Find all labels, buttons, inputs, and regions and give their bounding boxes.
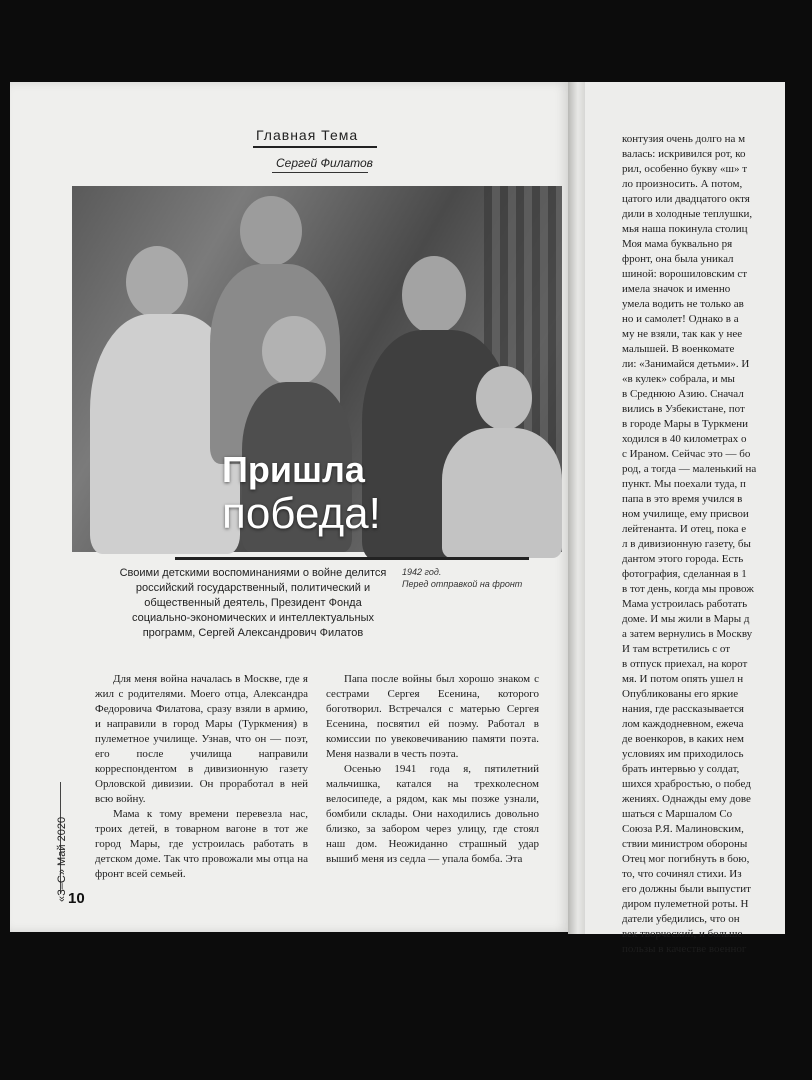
text-line: в тот день, когда мы провож [622,583,754,595]
page-number: 10 [68,890,85,907]
text-line: его должны были выпустит [622,883,751,895]
text-line: рил, особенно букву «ш» т [622,163,748,175]
text-line: то, что сочинял стихи. Из [622,868,742,880]
text-line: контузия очень долго на м [622,133,746,145]
text-line: му не взяли, так как у нее [622,328,743,340]
text-line: Опубликованы его яркие [622,688,739,700]
paragraph: Осенью 1941 года я, пятилетний мальчишка, катался на трехколесном велосипеде, а рядом, как мы позже узнали, бомбили склады. Они находились довольно близко, за забором через улицу, где стоял наш дом. Неожиданно страшный удар вышиб меня из седла — упала бомба. Эта [326,763,539,865]
text-line: лейтенанта. И отец, пока е [622,523,747,535]
family-photo [72,186,562,552]
text-line: мья наша покинула столиц [622,223,748,235]
text-column-2 [326,672,539,867]
text-line: в городе Мары в Туркмени [622,418,748,430]
text-line: «в кулек» собрала, и мы [622,373,735,385]
text-line: шиной: ворошиловским ст [622,268,748,280]
text-line: ли: «Занимайся детьми». И [622,358,750,370]
magazine-issue-label: «З–С» Май 2020 [56,816,68,902]
text-line: в отпуск приехал, на корот [622,658,748,670]
photo-caption-year: 1942 год. [402,567,442,577]
text-line: И там встретились с от [622,643,731,655]
text-line: датели убедились, что он [622,913,740,925]
text-column-right [622,132,812,957]
text-line: шаться с Маршалом Со [622,808,733,820]
text-column-1 [95,672,308,882]
section-title: Главная Тема [256,127,359,143]
text-line: Моя мама буквально ря [622,238,733,250]
text-line: ло произносить. А потом, [622,178,743,190]
text-line: а затем вернулись в Москву [622,628,753,640]
section-rule [253,146,377,148]
text-line: валась: искривился рот, ко [622,148,746,160]
text-line: де военкоров, в каких нем [622,733,744,745]
text-line: Союза Р.Я. Малиновским, [622,823,744,835]
text-line: имела значок и именно [622,283,731,295]
text-line: умела водить не только ав [622,298,744,310]
text-line: диром пулеметной роты. Н [622,898,749,910]
text-line: жениях. Однажды ему дове [622,793,751,805]
right-page [585,82,785,955]
text-line: доме. И мы жили в Мары д [622,613,750,625]
article-lead: Своими детскими воспоминаниями о войне делится российский государственный, политический и общественный деятель, Президент Фонда социально-экономических и интеллектуальных программ, Сергей Александрович Филатов [119,567,387,639]
text-line: пользы в качестве военног [622,943,747,955]
text-line: условиях им приходилось [622,748,744,760]
text-line: век творческий, и больше [622,928,743,940]
text-line: но и самолет! Однако в а [622,313,739,325]
text-line: пункт. Мы поехали туда, п [622,478,746,490]
photo-caption [402,566,542,590]
photo-caption-text: Перед отправкой на фронт [402,579,523,589]
magazine-issue [56,782,70,902]
text-line: брать интервью у солдат, [622,763,740,775]
text-line: ном училище, ему присвои [622,508,749,520]
text-line: шихся храбростью, о побед [622,778,751,790]
text-line: малышей. В военкомате [622,343,735,355]
text-line: ходился в 40 километрах о [622,433,747,445]
text-line: цатого или двадцатого октя [622,193,750,205]
text-line: дантом этого города. Есть [622,553,744,565]
text-line: в Среднюю Азию. Сначал [622,388,744,400]
text-line: вились в Узбекистане, пот [622,403,745,415]
book-gutter [568,82,586,934]
text-line: папа в это время учился в [622,493,743,505]
author-name: Сергей Филатов [276,156,373,170]
author-rule [272,172,368,173]
text-line: мя. И потом опять ушел н [622,673,744,685]
caption-rule [175,557,529,560]
left-page [10,82,570,932]
text-line: нания, где рассказывается [622,703,744,715]
text-line: род, а тогда — маленький на [622,463,757,475]
text-line: дили в холодные теплушки, [622,208,753,220]
headline-line-1: Пришла [222,449,365,490]
text-line: ствии министром обороны [622,838,748,850]
article-headline [222,449,381,538]
paragraph: Мама к тому времени перевезла нас, троих детей, в товарном вагоне в тот же город Мары, где устроилась работать в детском доме. Так что провожали мы отца на фронт всей семьей. [95,808,308,880]
text-line: Мама устроилась работать [622,598,748,610]
text-line: л в дивизионную газету, бы [622,538,751,550]
text-line: Отец мог погибнуть в бою, [622,853,750,865]
text-line: лом каждодневном, ежеча [622,718,744,730]
text-line: фотография, сделанная в 1 [622,568,747,580]
paragraph: Папа после войны был хорошо знаком с сестрами Сергея Есенина, которого боготворил. Встречался с матерью Сергея Есенина, посвятил ей поэму. Работал в комиссии по увековечиванию памяти поэта. Меня назвали в честь поэта. [326,673,539,760]
headline-line-2: победа! [222,489,381,538]
text-line: с Ираном. Сейчас это — бо [622,448,751,460]
text-line: фронт, она была уникал [622,253,734,265]
paragraph: Для меня война началась в Москве, где я жил с родителями. Моего отца, Александра Федоровича Филатова, сразу взяли в армию, и направили в город Мары (Туркмения) в пулеметное училище. Узнав, что он — поэт, его после училища направили корреспондентом в дивизионную газету Орловской дивизии. Он проработал в ней всю войну. [95,673,308,805]
